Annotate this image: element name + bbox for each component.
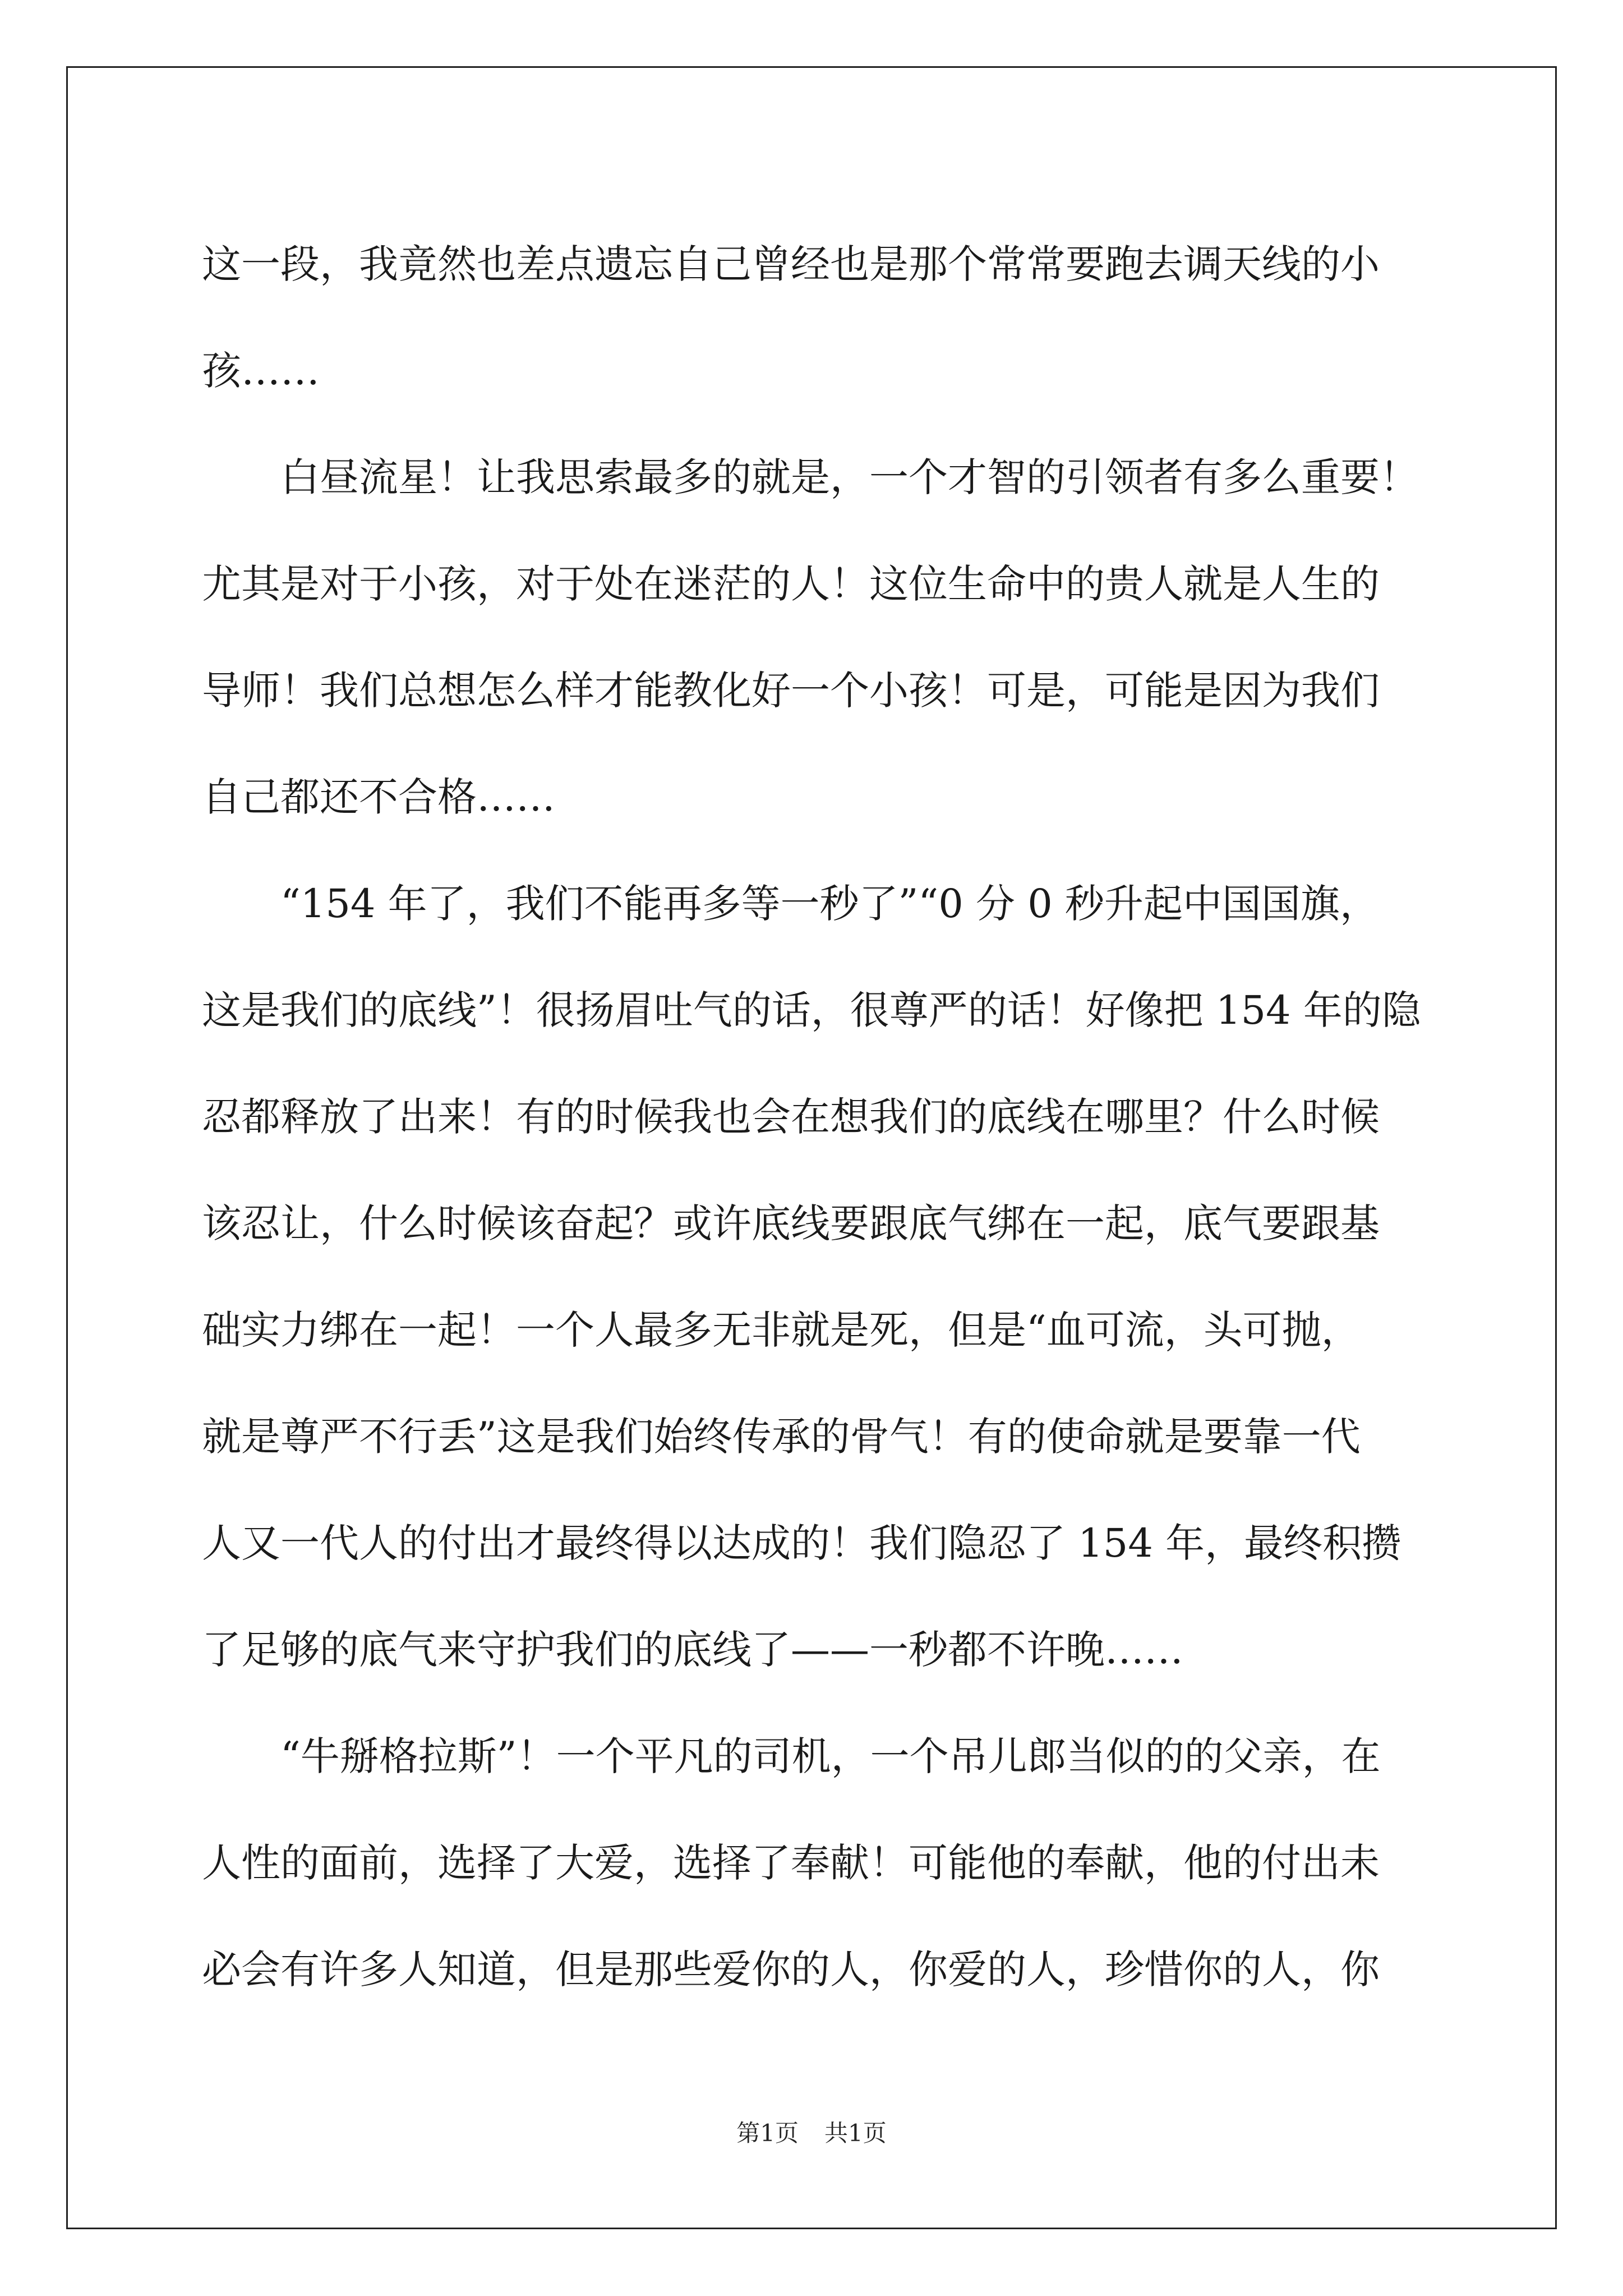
text-line: “154 年了，我们不能再多等一秒了”“0 分 0 秒升起中国国旗， xyxy=(202,881,1380,927)
page-total: 共1页 xyxy=(824,2119,887,2147)
text-line: “牛掰格拉斯”！一个平凡的司机，一个吊儿郎当似的的父亲，在 xyxy=(202,1733,1381,1779)
page-footer xyxy=(0,2115,1623,2148)
page-number: 第1页 xyxy=(736,2119,799,2147)
text-line: 人性的面前，选择了大爱，选择了奉献！可能他的奉献，他的付出未 xyxy=(202,1840,1380,1886)
text-line: 必会有许多人知道，但是那些爱你的人，你爱的人，珍惜你的人，你 xyxy=(202,1947,1380,1993)
text-line: 该忍让，什么时候该奋起？或许底线要跟底气绑在一起，底气要跟基 xyxy=(202,1200,1380,1246)
text-line: 人又一代人的付出才最终得以达成的！我们隐忍了 154 年，最终积攒 xyxy=(202,1520,1401,1566)
body-text xyxy=(202,211,1424,2023)
text-line: 白昼流星！让我思索最多的就是，一个才智的引领者有多么重要！ xyxy=(202,454,1419,500)
text-line: 导师！我们总想怎么样才能教化好一个小孩！可是，可能是因为我们 xyxy=(202,668,1380,714)
text-line: 孩…… xyxy=(202,348,320,394)
text-line: 尤其是对于小孩，对于处在迷茫的人！这位生命中的贵人就是人生的 xyxy=(202,561,1380,607)
text-line: 这一段，我竟然也差点遗忘自己曾经也是那个常常要跑去调天线的小 xyxy=(202,241,1380,287)
text-line: 自己都还不合格…… xyxy=(202,774,555,820)
text-line: 忍都释放了出来！有的时候我也会在想我们的底线在哪里？什么时候 xyxy=(202,1094,1380,1140)
text-line: 就是尊严不行丢”这是我们始终传承的骨气！有的使命就是要靠一代 xyxy=(202,1414,1361,1460)
text-line: 础实力绑在一起！一个人最多无非就是死，但是“血可流，头可抛， xyxy=(202,1307,1361,1353)
text-line: 了足够的底气来守护我们的底线了——一秒都不许晚…… xyxy=(202,1627,1183,1673)
text-line: 这是我们的底线”！很扬眉吐气的话，很尊严的话！好像把 154 年的隐 xyxy=(202,987,1421,1033)
